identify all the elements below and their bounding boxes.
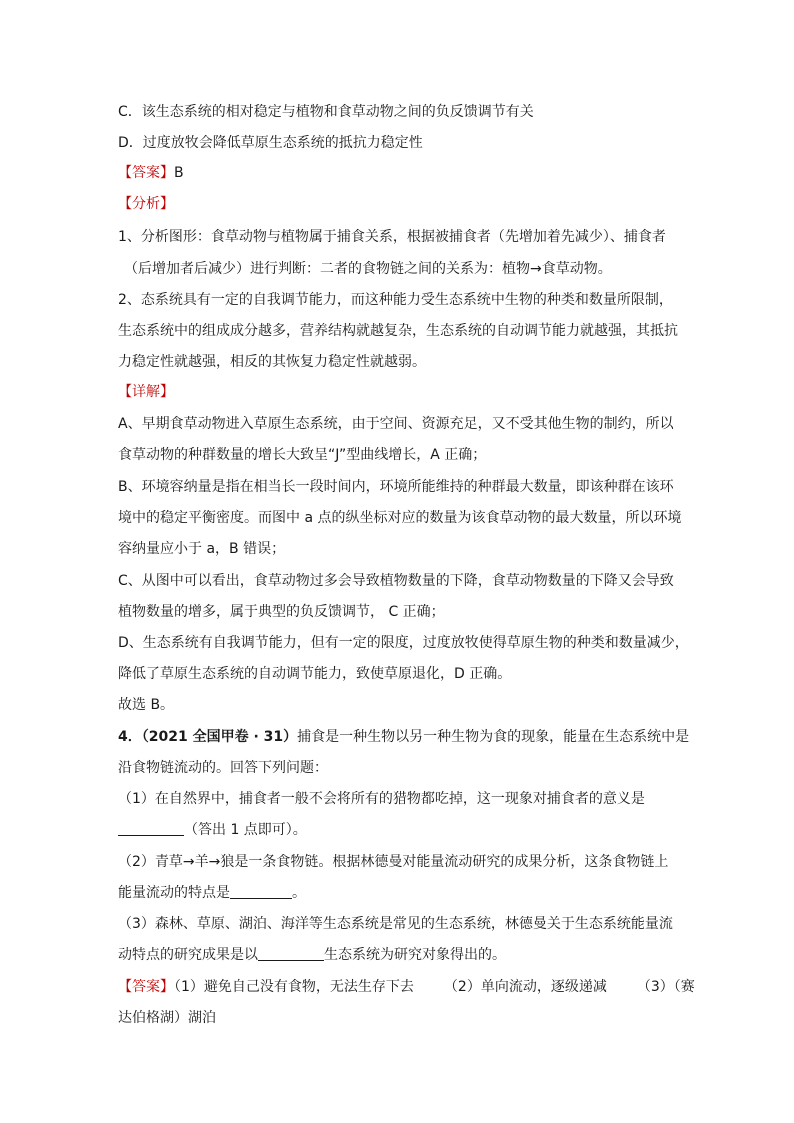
detail-a-line2: 食草动物的种群数量的增长大致呈“J”型曲线增长，A 正确； — [118, 447, 487, 463]
question-4-stem-line1 — [118, 727, 688, 747]
subquestion-1-line1: （1）在自然界中，捕食者一般不会将所有的猎物都吃掉，这一现象对捕食者的意义是 — [118, 791, 645, 807]
answer-2-line1 — [118, 977, 695, 997]
subquestion-3-prefix: 动特点的研究成果是以 — [118, 947, 258, 963]
answer-1 — [118, 163, 688, 183]
subquestion-1-suffix: （答出 1 点即可）。 — [184, 822, 307, 838]
answer-blank-3[interactable] — [258, 946, 324, 961]
subquestion-2-prefix: 能量流动的特点是 — [118, 885, 230, 901]
subquestion-2-line2 — [118, 883, 688, 903]
analysis-p2-line2: 生态系统中的组成成分越多，营养结构就越复杂，生态系统的自动调节能力就越强，其抵抗 — [118, 323, 678, 339]
analysis-tag: 【分析】 — [118, 196, 174, 212]
answer-blank-1[interactable] — [118, 821, 184, 836]
question-4-stem-line2: 沿食物链流动的。回答下列问题： — [118, 760, 328, 776]
detail-d-line1: D、生态系统有自我调节能力，但有一定的限度，过度放牧使得草原生物的种类和数量减少， — [118, 635, 689, 651]
analysis-p2-line3: 力稳定性就越强，相反的其恢复力稳定性就越弱。 — [118, 354, 426, 370]
answer-value: B — [174, 165, 184, 181]
analysis-p2-line1: 2、态系统具有一定的自我调节能力，而这种能力受生态系统中生物的种类和数量所限制， — [118, 292, 673, 308]
question-source: （2021 全国甲卷 · 31） — [141, 729, 298, 745]
answer-2-part1: （1）避免自己没有食物，无法生存下去 — [174, 979, 414, 995]
answer-2-tag: 【答案】 — [118, 979, 174, 995]
detail-c-line2: 植物数量的增多，属于典型的负反馈调节， C 正确； — [118, 604, 445, 620]
answer-tag: 【答案】 — [118, 165, 174, 181]
answer-2-part3: （3）（赛 — [636, 979, 695, 995]
detail-c-line1: C、从图中可以看出，食草动物过多会导致植物数量的下降，食草动物数量的下降又会导致 — [118, 573, 674, 589]
answer-blank-2[interactable] — [230, 884, 292, 899]
detail-b-line2: 境中的稳定平衡密度。而图中 a 点的纵坐标对应的数量为该食草动物的最大数量，所以环境 — [118, 510, 682, 526]
answer-2-line2: 达伯格湖）湖泊 — [118, 1010, 216, 1026]
answer-2-part2: （2）单向流动，逐级递减 — [443, 979, 607, 995]
subquestion-3-suffix: 生态系统为研究对象得出的。 — [324, 947, 506, 963]
detail-a-line1: A、早期食草动物进入草原生态系统，由于空间、资源充足，又不受其他生物的制约，所以 — [118, 416, 674, 432]
option-c: C．该生态系统的相对稳定与植物和食草动物之间的负反馈调节有关 — [118, 104, 534, 120]
subquestion-1-line2 — [118, 820, 688, 840]
detail-tag: 【详解】 — [118, 384, 174, 400]
detail-b-line3: 容纳量应小于 a，B 错误； — [118, 541, 286, 557]
analysis-p1-line1: 1、分析图形：食草动物与植物属于捕食关系，根据被捕食者（先增加着先减少）、捕食者 — [118, 229, 666, 245]
subquestion-3-line1: （3）森林、草原、湖泊、海洋等生态系统是常见的生态系统，林德曼关于生态系统能量流 — [118, 916, 673, 932]
subquestion-3-line2 — [118, 945, 688, 965]
detail-d-line2: 降低了草原生态系统的自动调节能力，致使草原退化，D 正确。 — [118, 666, 512, 682]
question-number: 4． — [118, 729, 142, 745]
subquestion-2-line1: （2）青草→羊→狼是一条食物链。根据林德曼对能量流动研究的成果分析，这条食物链上 — [118, 854, 669, 870]
analysis-p1-line2: （后增加者后减少）进行判断：二者的食物链之间的关系为：植物→食草动物。 — [124, 261, 612, 277]
detail-conclusion: 故选 B。 — [118, 697, 175, 713]
subquestion-2-suffix: 。 — [292, 885, 306, 901]
option-d: D．过度放牧会降低草原生态系统的抵抗力稳定性 — [118, 135, 423, 151]
question-stem: 捕食是一种生物以另一种生物为食的现象，能量在生态系统中是 — [297, 729, 690, 745]
detail-b-line1: B、环境容纳量是指在相当长一段时间内，环境所能维持的种群最大数量，即该种群在该环 — [118, 479, 674, 495]
